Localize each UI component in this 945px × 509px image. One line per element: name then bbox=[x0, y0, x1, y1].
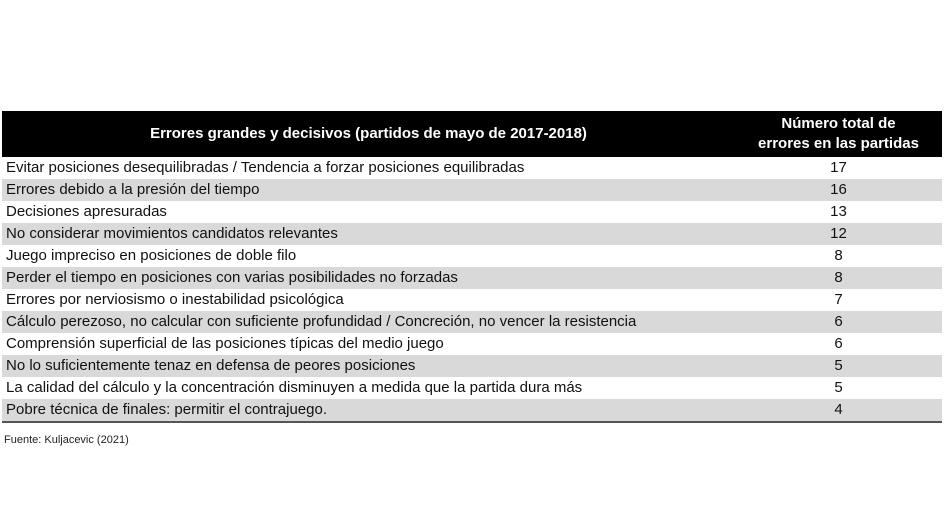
header-total-line2: errores en las partidas bbox=[758, 135, 919, 152]
row-error-count: 4 bbox=[735, 399, 942, 422]
row-error-label: No lo suficientemente tenaz en defensa de peores posiciones bbox=[2, 355, 735, 377]
row-error-count: 8 bbox=[735, 267, 942, 289]
row-error-count: 13 bbox=[735, 201, 942, 223]
row-error-label: Perder el tiempo en posiciones con varias posibilidades no forzadas bbox=[2, 267, 735, 289]
table-row bbox=[2, 157, 942, 179]
table-header-row bbox=[2, 111, 942, 157]
table-row bbox=[2, 311, 942, 333]
row-error-label: Comprensión superficial de las posiciones típicas del medio juego bbox=[2, 333, 735, 355]
row-error-label: No considerar movimientos candidatos relevantes bbox=[2, 223, 735, 245]
row-error-label: Decisiones apresuradas bbox=[2, 201, 735, 223]
row-error-label: Juego impreciso en posiciones de doble filo bbox=[2, 245, 735, 267]
row-error-label: Evitar posiciones desequilibradas / Tendencia a forzar posiciones equilibradas bbox=[2, 157, 735, 179]
row-error-label: La calidad del cálculo y la concentración disminuyen a medida que la partida dura más bbox=[2, 377, 735, 399]
row-error-label: Errores debido a la presión del tiempo bbox=[2, 179, 735, 201]
row-error-count: 6 bbox=[735, 311, 942, 333]
row-error-count: 12 bbox=[735, 223, 942, 245]
table-row bbox=[2, 289, 942, 311]
table-row bbox=[2, 399, 942, 422]
table-body bbox=[2, 157, 942, 422]
errors-table bbox=[2, 111, 942, 423]
header-errors: Errores grandes y decisivos (partidos de mayo de 2017-2018) bbox=[2, 111, 735, 157]
row-error-count: 8 bbox=[735, 245, 942, 267]
row-error-count: 6 bbox=[735, 333, 942, 355]
row-error-count: 5 bbox=[735, 355, 942, 377]
header-total bbox=[735, 111, 942, 157]
table-row bbox=[2, 333, 942, 355]
row-error-label: Pobre técnica de finales: permitir el contrajuego. bbox=[2, 399, 735, 422]
row-error-label: Cálculo perezoso, no calcular con suficiente profundidad / Concreción, no vencer la resistencia bbox=[2, 311, 735, 333]
row-error-label: Errores por nerviosismo o inestabilidad psicológica bbox=[2, 289, 735, 311]
row-error-count: 16 bbox=[735, 179, 942, 201]
row-error-count: 7 bbox=[735, 289, 942, 311]
table-row bbox=[2, 223, 942, 245]
row-error-count: 5 bbox=[735, 377, 942, 399]
table-row bbox=[2, 267, 942, 289]
table-row bbox=[2, 179, 942, 201]
table-row bbox=[2, 245, 942, 267]
header-total-line1: Número total de bbox=[781, 115, 896, 132]
source-note: Fuente: Kuljacevic (2021) bbox=[4, 434, 129, 446]
table-row bbox=[2, 355, 942, 377]
errors-table-container bbox=[2, 111, 942, 423]
table-row bbox=[2, 377, 942, 399]
table-row bbox=[2, 201, 942, 223]
row-error-count: 17 bbox=[735, 157, 942, 179]
